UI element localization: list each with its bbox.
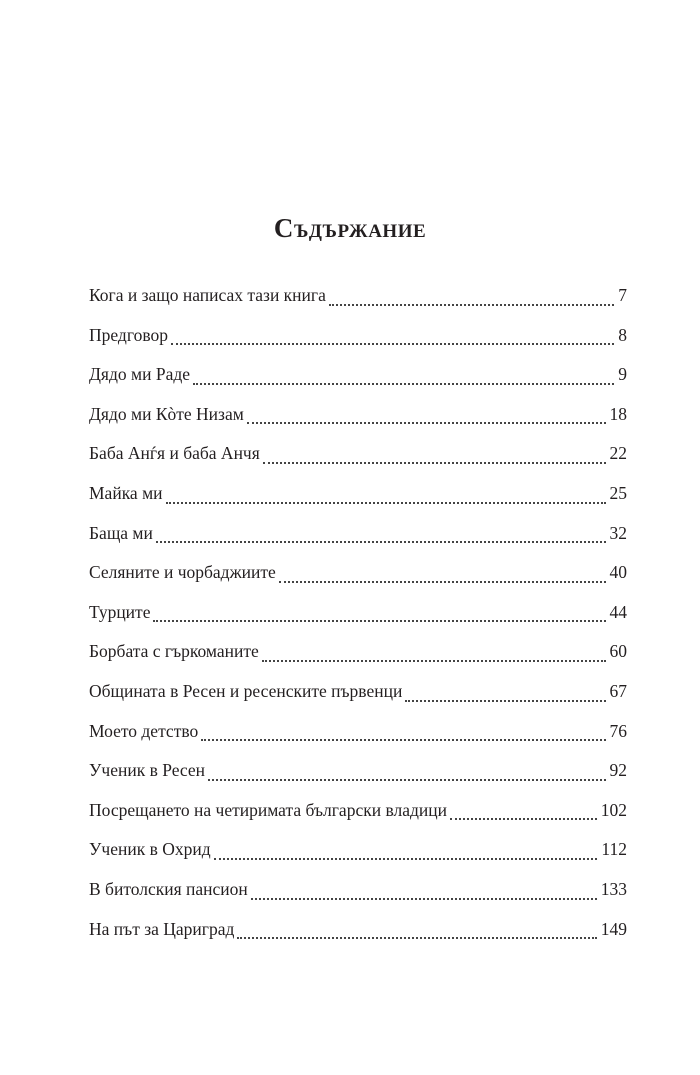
- toc-entry-page-number: 60: [609, 641, 627, 662]
- toc-entry-title: Ученик в Ресен: [89, 760, 206, 781]
- toc-entry: [89, 799, 627, 842]
- toc-entry-page-number: 102: [600, 799, 627, 820]
- toc-entry: [89, 287, 627, 327]
- toc-entry: [89, 841, 627, 881]
- toc-entry: [89, 445, 627, 485]
- toc-entry: [89, 601, 627, 644]
- toc-entry-page-number: 92: [609, 760, 627, 781]
- toc-entry-page-number: 25: [609, 482, 627, 503]
- toc-entry: [89, 680, 627, 723]
- toc-entry-page-number: 44: [609, 601, 627, 622]
- toc-entry-title: Борбата с гъркоманите: [89, 641, 259, 662]
- page-title: Съдържание: [273, 213, 427, 243]
- toc-entry-title: Турците: [89, 601, 151, 622]
- toc-entry: [89, 878, 627, 921]
- toc-entry-title: В битолския пансион: [89, 878, 248, 899]
- toc-entry-page-number: 18: [609, 403, 627, 424]
- dot-leader: [166, 501, 606, 504]
- toc-entry-title: Баба Анѓя и баба Анчя: [89, 443, 260, 464]
- toc-entry-title: Предговор: [89, 324, 168, 345]
- dot-leader: [251, 897, 597, 900]
- toc-entry: [89, 918, 627, 961]
- toc-entry: [89, 762, 627, 802]
- toc-entry: [89, 324, 627, 367]
- toc-entry-title: Баща ми: [89, 522, 153, 543]
- dot-leader: [279, 580, 606, 583]
- dot-leader: [171, 342, 614, 345]
- toc-entry-title: Дядо ми Раде: [89, 364, 191, 385]
- toc-entry-page-number: 133: [600, 878, 627, 899]
- table-of-contents: [89, 287, 627, 960]
- toc-entry: [89, 643, 627, 683]
- dot-leader: [193, 382, 614, 385]
- toc-entry: [89, 403, 627, 446]
- toc-entry: [89, 720, 627, 763]
- toc-entry-title: Селяните и чорбаджиите: [89, 562, 276, 583]
- dot-leader: [201, 738, 605, 741]
- toc-entry: [89, 564, 627, 604]
- toc-entry-page-number: 149: [600, 918, 627, 939]
- toc-entry: [89, 522, 627, 565]
- toc-entry-title: Общината в Ресен и ресенските първенци: [89, 680, 403, 701]
- toc-entry-title: Посрещането на четиримата български владици: [89, 799, 447, 820]
- toc-entry-page-number: 76: [609, 720, 627, 741]
- dot-leader: [247, 421, 606, 424]
- dot-leader: [329, 303, 614, 306]
- toc-entry-page-number: 9: [618, 364, 627, 385]
- dot-leader: [262, 659, 606, 662]
- toc-entry-page-number: 40: [609, 562, 627, 583]
- dot-leader: [237, 936, 596, 939]
- toc-entry-title: Моето детство: [89, 720, 199, 741]
- toc-entry-page-number: 112: [601, 839, 627, 860]
- dot-leader: [450, 817, 597, 820]
- toc-entry-title: Ученик в Охрид: [89, 839, 211, 860]
- toc-entry: [89, 366, 627, 406]
- dot-leader: [405, 699, 605, 702]
- toc-entry-page-number: 22: [609, 443, 627, 464]
- dot-leader: [208, 778, 605, 781]
- toc-entry-title: Дядо ми Кòте Низам: [89, 403, 244, 424]
- toc-entry-page-number: 7: [618, 285, 627, 305]
- toc-entry: [89, 482, 627, 525]
- dot-leader: [156, 540, 606, 543]
- dot-leader: [263, 461, 606, 464]
- toc-entry-title: Кога и защо написах тази книга: [89, 285, 326, 305]
- toc-entry-title: На път за Цариград: [89, 918, 235, 939]
- toc-entry-page-number: 8: [618, 324, 627, 345]
- toc-entry-page-number: 67: [609, 680, 627, 701]
- dot-leader: [153, 619, 605, 622]
- dot-leader: [214, 857, 598, 860]
- toc-entry-title: Майка ми: [89, 482, 163, 503]
- toc-entry-page-number: 32: [609, 522, 627, 543]
